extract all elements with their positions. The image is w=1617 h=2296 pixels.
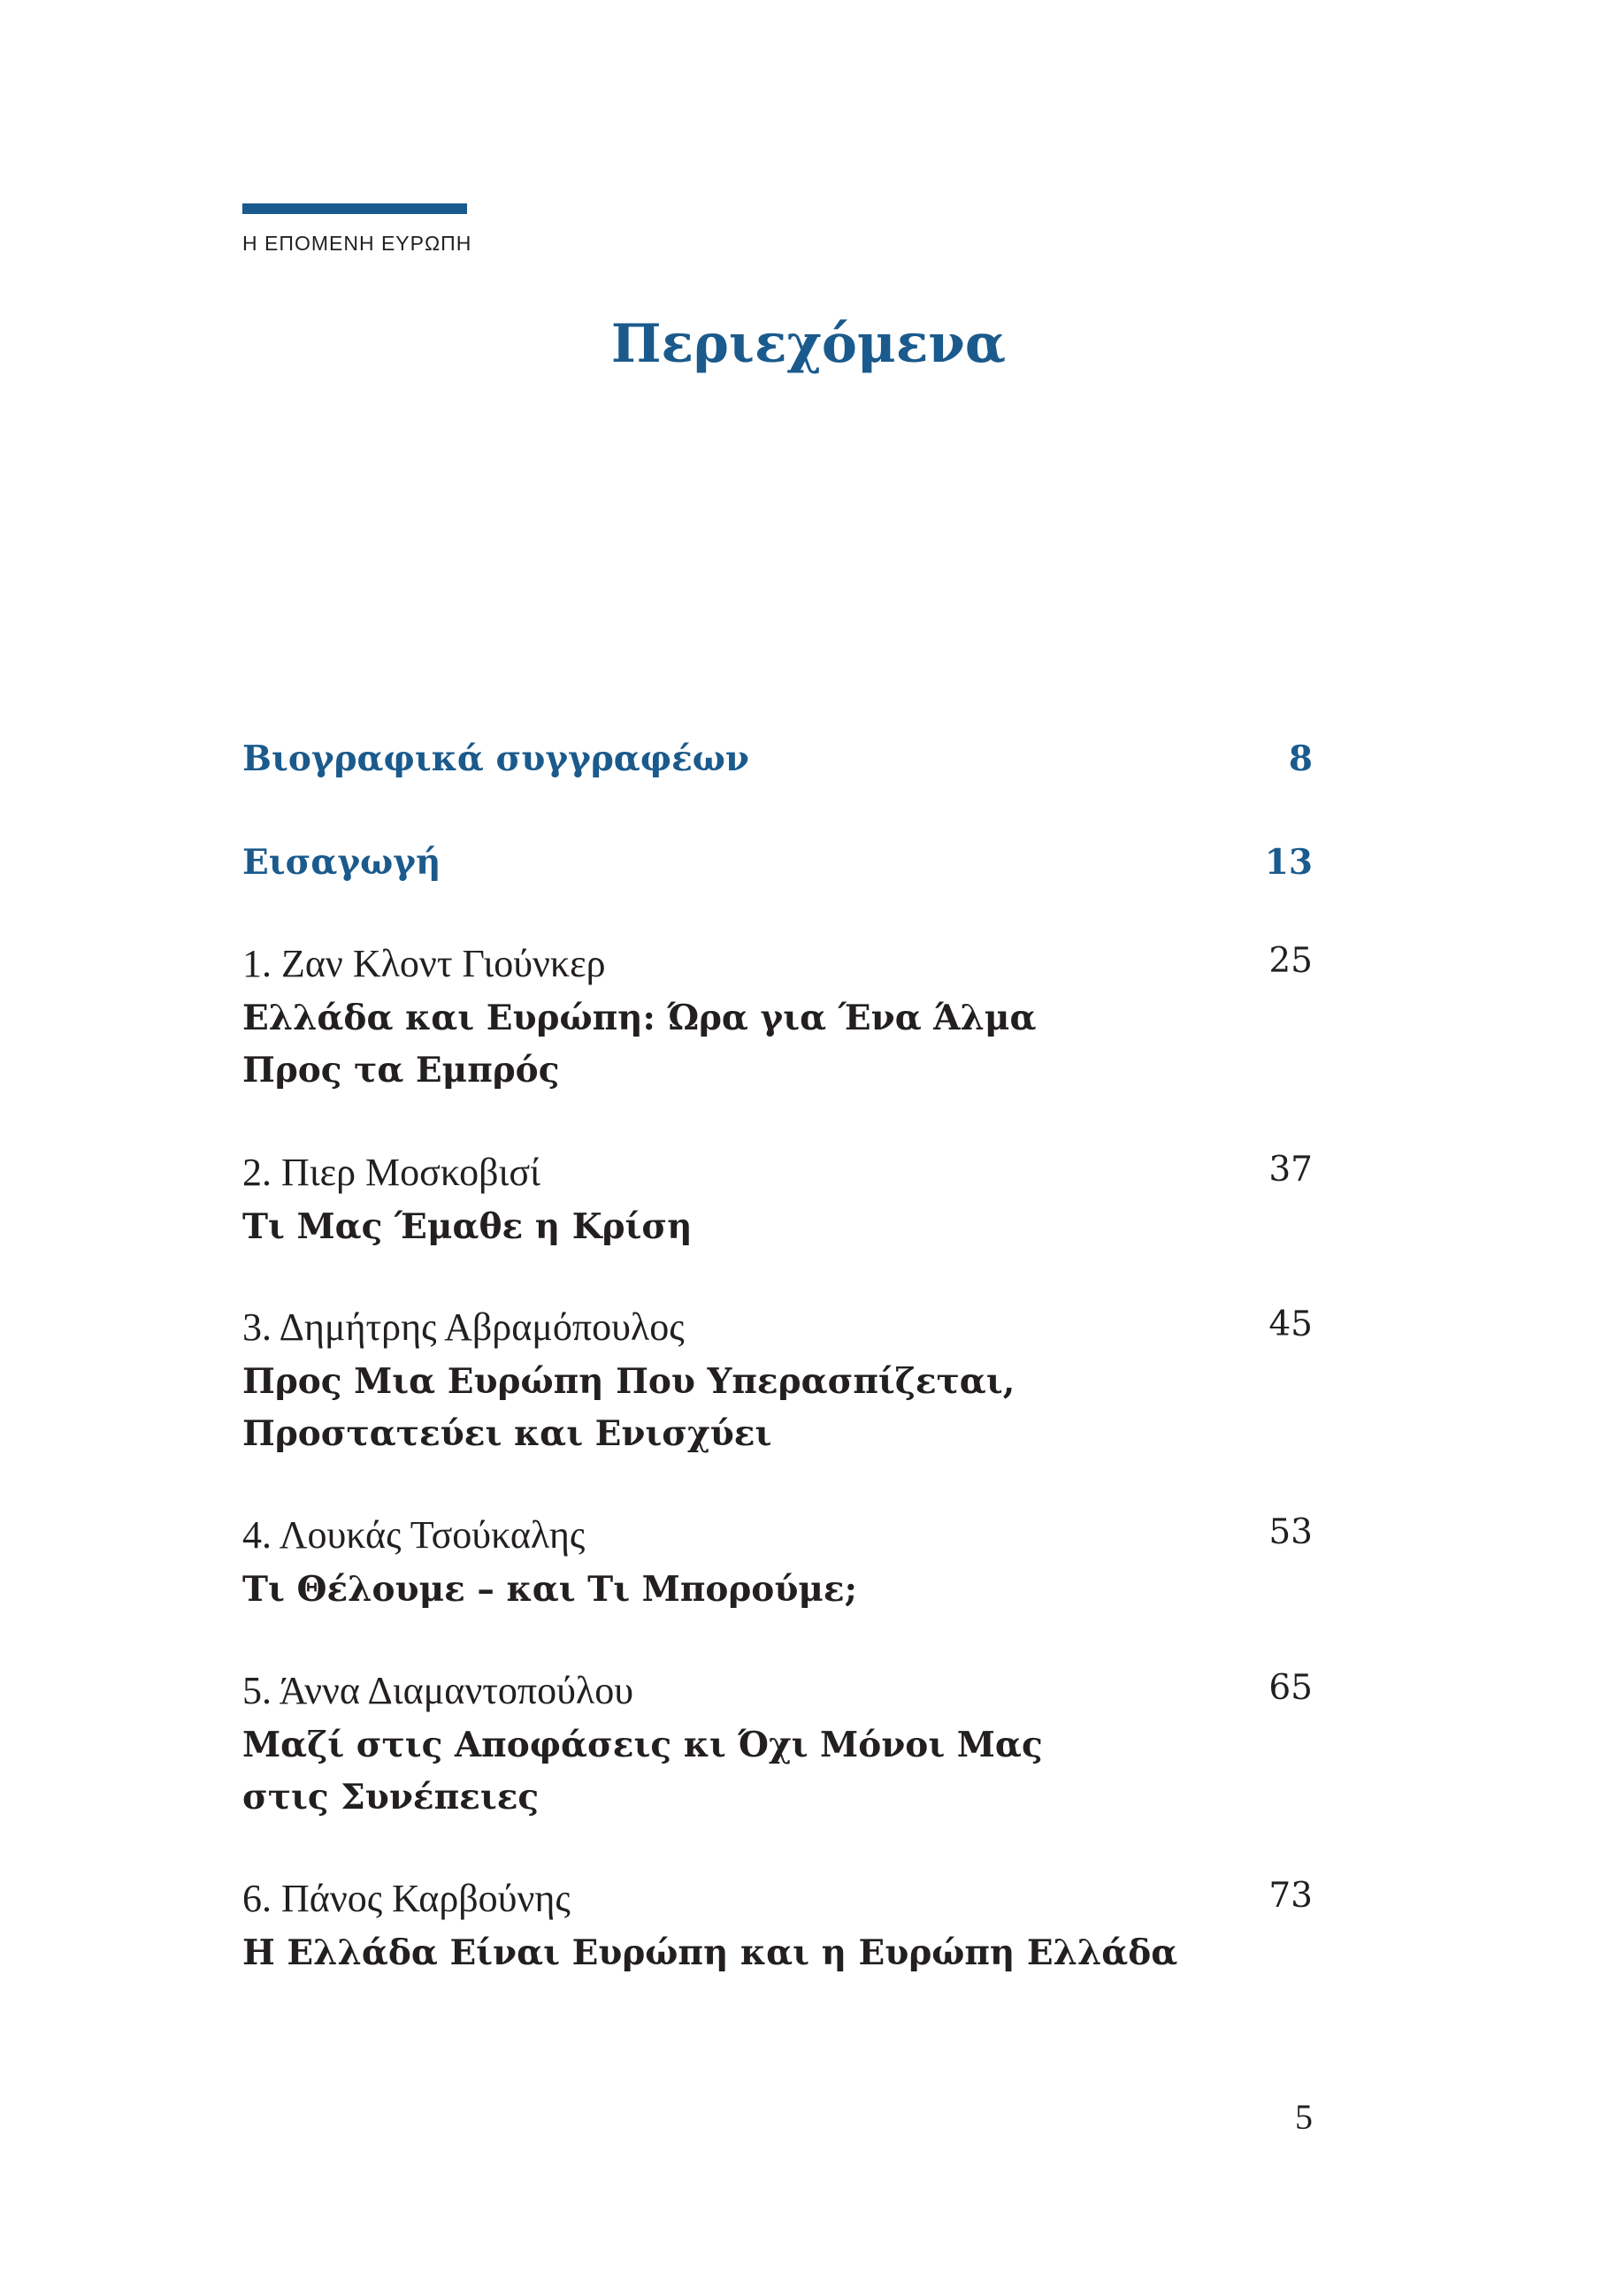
chapter-title: [242, 1356, 1313, 1460]
chapter-title-line: Μαζί στις Αποφάσεις κι Όχι Μόνοι Μας: [242, 1725, 1043, 1765]
chapter-title-line: Ελλάδα και Ευρώπη: Ώρα για Ένα Άλμα: [242, 998, 1037, 1038]
page-title: Περιεχόμενα: [610, 313, 1007, 375]
chapter-author: 5. Άννα Διαμαντοπούλου: [242, 1669, 634, 1712]
toc-page-number: 65: [1268, 1668, 1313, 1708]
chapter-title: [242, 1927, 1313, 1979]
chapter-author: 6. Πάνος Καρβούνης: [242, 1877, 571, 1920]
chapter-author: 3. Δημήτρης Αβραμόπουλος: [242, 1305, 685, 1349]
chapter-title: [242, 1201, 1313, 1253]
page-number: 5: [1295, 2097, 1313, 2137]
chapter-author: 4. Λουκάς Τσούκαλης: [242, 1513, 586, 1557]
running-head: Η ΕΠΟΜΕΝΗ ΕΥΡΩΠΗ: [242, 232, 472, 255]
toc-entry-label: Βιογραφικά συγγραφέων: [242, 739, 749, 779]
toc-page-number: 13: [1264, 842, 1313, 883]
chapter-author: 2. Πιερ Μοσκοβισί: [242, 1151, 540, 1194]
chapter-title: [242, 1564, 1313, 1616]
toc-page-number: 45: [1268, 1305, 1313, 1344]
toc-page-number: 8: [1288, 739, 1313, 779]
chapter-author: 1. Ζαν Κλοντ Γιούνκερ: [242, 942, 606, 985]
toc-page-number: 37: [1268, 1150, 1313, 1190]
chapter-title-line: Τι Θέλουμε – και Τι Μπορούμε;: [242, 1569, 858, 1610]
header-rule: [242, 203, 467, 214]
toc-entry-label: Εισαγωγή: [242, 842, 441, 883]
chapter-title-line: Προς Μια Ευρώπη Που Υπερασπίζεται,: [242, 1361, 1015, 1402]
chapter-title-line: Προς τα Εμπρός: [242, 1050, 560, 1091]
toc-page-number: 73: [1268, 1876, 1313, 1916]
chapter-title-line: Η Ελλάδα Είναι Ευρώπη και η Ευρώπη Ελλάδα: [242, 1932, 1178, 1973]
toc-page-number: 53: [1268, 1512, 1313, 1552]
toc-page-number: 25: [1268, 941, 1313, 981]
chapter-title-line: Προστατεύει και Ενισχύει: [242, 1413, 772, 1454]
chapter-title: [242, 1719, 1313, 1824]
chapter-title: [242, 992, 1313, 1097]
chapter-title-line: Τι Μας Έμαθε η Κρίση: [242, 1206, 693, 1247]
chapter-title-line: στις Συνέπειες: [242, 1777, 540, 1818]
